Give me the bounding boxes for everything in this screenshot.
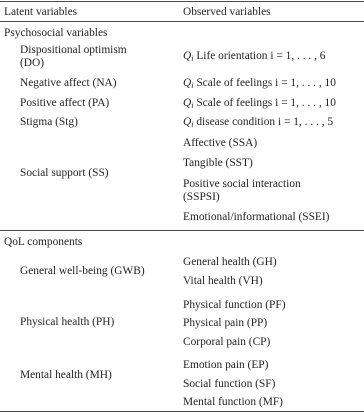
observed-pa: $Q_i$ Scale of feelings i = 1, . . . , 10 [183, 97, 336, 110]
observed-ssei: Emotional/informational (SSEI) [183, 211, 330, 223]
section-title-psychosocial: Psychosocial variables [4, 27, 108, 39]
observed-na: $Q_i$ Scale of feelings i = 1, . . . , 10 [183, 77, 336, 90]
observed-mf: Mental function (MF) [183, 396, 283, 408]
top-rule [0, 1, 364, 2]
header-observed-variables: Observed variables [183, 6, 271, 18]
header-latent-variables: Latent variables [4, 6, 78, 18]
observed-sf: Social function (SF) [183, 378, 276, 390]
observed-sspsi-line1: Positive social interaction [183, 178, 301, 190]
observed-do: $Q_i$ Life orientation i = 1, . . . , 6 [183, 50, 326, 63]
observed-vh: Vital health (VH) [183, 275, 263, 287]
latent-ss: Social support (SS) [20, 167, 109, 179]
section-title-qol: QoL components [4, 236, 83, 248]
observed-ep: Emotion pain (EP) [183, 359, 269, 371]
observed-pp: Physical pain (PP) [183, 317, 268, 329]
observed-sst: Tangible (SST) [183, 157, 253, 169]
header-rule [0, 21, 364, 22]
latent-stg: Stigma (Stg) [20, 116, 78, 128]
observed-sspsi-line2: (SSPSI) [183, 191, 220, 203]
latent-mh: Mental health (MH) [20, 369, 112, 381]
latent-gwb: General well-being (GWB) [20, 265, 145, 277]
latent-do-line2: (DO) [20, 57, 45, 69]
observed-pf: Physical function (PF) [183, 299, 286, 311]
observed-ssa: Affective (SSA) [183, 137, 258, 149]
latent-do-line1: Dispositional optimism [20, 44, 127, 56]
observed-cp: Corporal pain (CP) [183, 336, 271, 348]
latent-na: Negative affect (NA) [20, 77, 117, 89]
section-rule [0, 230, 364, 231]
observed-stg: $Q_i$ disease condition i = 1, . . . , 5 [183, 116, 334, 129]
observed-gh: General health (GH) [183, 256, 277, 268]
latent-pa: Positive affect (PA) [20, 97, 110, 109]
latent-ph: Physical health (PH) [20, 316, 115, 328]
